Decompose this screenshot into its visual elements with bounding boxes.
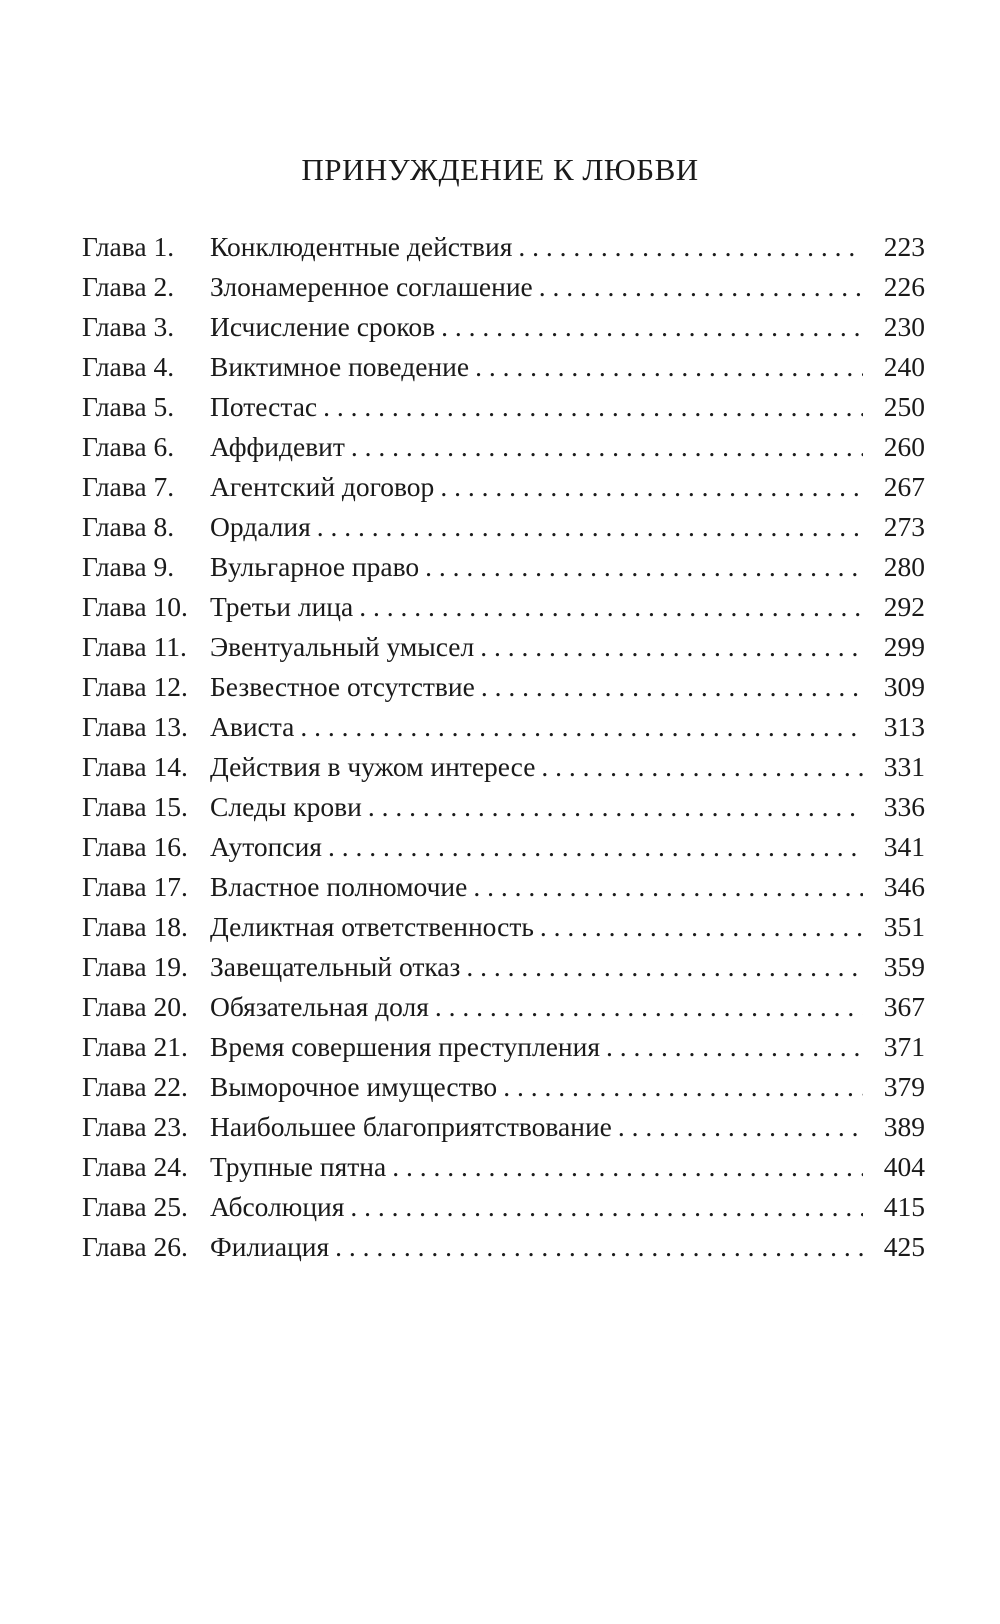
toc-entry (82, 667, 925, 707)
toc-chapter-title: Наибольшее благоприятствование (210, 1111, 612, 1142)
dot-leader (441, 307, 863, 347)
toc-chapter-title: Виктимное поведение (210, 351, 470, 382)
toc-chapter-number: Глава 13. (82, 711, 188, 742)
dot-leader (359, 587, 863, 627)
toc-chapter-title: Завещательный отказ (210, 951, 461, 982)
toc-entry (82, 747, 925, 787)
toc-entry (82, 627, 925, 667)
toc-chapter-number: Глава 8. (82, 511, 175, 542)
dot-leader (518, 227, 863, 267)
toc-chapter-number: Глава 23. (82, 1111, 188, 1142)
dot-leader (541, 747, 863, 787)
toc-page-number: 240 (883, 351, 925, 382)
toc-chapter-number: Глава 14. (82, 751, 188, 782)
toc-chapter-number: Глава 20. (82, 991, 188, 1022)
toc-chapter-number: Глава 6. (82, 431, 175, 462)
toc-entry (82, 467, 925, 507)
toc-chapter-title: Властное полномочие (210, 871, 468, 902)
toc-chapter-number: Глава 17. (82, 871, 188, 902)
toc-chapter-title: Вульгарное право (210, 551, 420, 582)
toc-chapter-title: Ордалия (210, 511, 311, 542)
toc-chapter-number: Глава 11. (82, 631, 187, 662)
dot-leader (480, 627, 863, 667)
toc-page-number: 371 (883, 1031, 925, 1062)
toc-chapter-title: Безвестное отсутствие (210, 671, 475, 702)
toc-page-number: 425 (883, 1231, 925, 1262)
toc-chapter-number: Глава 22. (82, 1071, 188, 1102)
toc-entry (82, 907, 925, 947)
toc-entry (82, 827, 925, 867)
toc-entry (82, 307, 925, 347)
dot-leader (503, 1067, 863, 1107)
toc-chapter-title: Выморочное имущество (210, 1071, 498, 1102)
toc-page-number: 309 (883, 671, 925, 702)
dot-leader (317, 507, 863, 547)
toc-entry (82, 227, 925, 267)
toc-page-number: 404 (883, 1151, 925, 1182)
toc-chapter-number: Глава 16. (82, 831, 188, 862)
toc-page-number: 226 (883, 271, 925, 302)
toc-entry (82, 547, 925, 587)
toc-chapter-number: Глава 3. (82, 311, 175, 342)
dot-leader (618, 1107, 863, 1147)
toc-chapter-title: Третьи лица (210, 591, 354, 622)
toc-entry (82, 1227, 925, 1267)
dot-leader (481, 667, 863, 707)
toc-chapter-number: Глава 26. (82, 1231, 188, 1262)
toc-page-number: 415 (883, 1191, 925, 1222)
toc-chapter-number: Глава 21. (82, 1031, 188, 1062)
toc-page-number: 341 (883, 831, 925, 862)
dot-leader (440, 467, 863, 507)
toc-entry (82, 267, 925, 307)
table-of-contents (82, 227, 925, 1267)
dot-leader (473, 867, 863, 907)
dot-leader (435, 987, 863, 1027)
toc-entry (82, 1027, 925, 1067)
toc-chapter-title: Филиация (210, 1231, 330, 1262)
dot-leader (539, 267, 863, 307)
toc-entry (82, 947, 925, 987)
toc-chapter-title: Исчисление сроков (210, 311, 436, 342)
toc-entry (82, 387, 925, 427)
toc-page-number: 223 (883, 231, 925, 262)
toc-chapter-title: Потестас (210, 391, 318, 422)
toc-page-number: 250 (883, 391, 925, 422)
toc-chapter-number: Глава 12. (82, 671, 188, 702)
toc-chapter-title: Аутопсия (210, 831, 322, 862)
toc-page-number: 292 (883, 591, 925, 622)
toc-page-number: 331 (883, 751, 925, 782)
toc-chapter-number: Глава 15. (82, 791, 188, 822)
toc-chapter-title: Обязательная доля (210, 991, 429, 1022)
toc-chapter-title: Аффидевит (210, 431, 345, 462)
toc-entry (82, 1067, 925, 1107)
toc-chapter-number: Глава 25. (82, 1191, 188, 1222)
toc-chapter-title: Деликтная ответственность (210, 911, 534, 942)
toc-entry (82, 1147, 925, 1187)
dot-leader (300, 707, 863, 747)
toc-chapter-number: Глава 4. (82, 351, 175, 382)
toc-chapter-title: Конклюдентные действия (210, 231, 513, 262)
toc-chapter-title: Трупные пятна (210, 1151, 387, 1182)
toc-entry (82, 1187, 925, 1227)
toc-page-number: 379 (883, 1071, 925, 1102)
section-title: ПРИНУЖДЕНИЕ К ЛЮБВИ (301, 152, 699, 187)
toc-entry (82, 587, 925, 627)
toc-page-number: 280 (883, 551, 925, 582)
toc-chapter-title: Злонамеренное соглашение (210, 271, 533, 302)
toc-page-number: 336 (883, 791, 925, 822)
dot-leader (323, 387, 863, 427)
toc-chapter-number: Глава 9. (82, 551, 175, 582)
toc-chapter-title: Агентский договор (210, 471, 435, 502)
dot-leader (606, 1027, 863, 1067)
toc-chapter-title: Абсолюция (210, 1191, 345, 1222)
toc-chapter-title: Эвентуальный умысел (210, 631, 475, 662)
dot-leader (425, 547, 863, 587)
dot-leader (540, 907, 863, 947)
toc-chapter-number: Глава 24. (82, 1151, 188, 1182)
toc-chapter-number: Глава 19. (82, 951, 188, 982)
toc-chapter-title: Следы крови (210, 791, 362, 822)
toc-chapter-number: Глава 10. (82, 591, 188, 622)
dot-leader (392, 1147, 863, 1187)
toc-page-number: 230 (883, 311, 925, 342)
toc-page-number: 299 (883, 631, 925, 662)
toc-entry (82, 427, 925, 467)
toc-page-number: 267 (883, 471, 925, 502)
toc-chapter-number: Глава 7. (82, 471, 175, 502)
toc-entry (82, 707, 925, 747)
toc-chapter-number: Глава 5. (82, 391, 175, 422)
toc-entry (82, 507, 925, 547)
toc-entry (82, 987, 925, 1027)
toc-entry (82, 1107, 925, 1147)
toc-entry (82, 787, 925, 827)
toc-page-number: 389 (883, 1111, 925, 1142)
dot-leader (351, 427, 863, 467)
toc-page-number: 260 (883, 431, 925, 462)
toc-entry (82, 347, 925, 387)
toc-entry (82, 867, 925, 907)
toc-chapter-number: Глава 18. (82, 911, 188, 942)
toc-page-number: 351 (883, 911, 925, 942)
toc-chapter-title: Время совершения преступления (210, 1031, 600, 1062)
dot-leader (328, 827, 863, 867)
toc-page-number: 359 (883, 951, 925, 982)
toc-chapter-title: Ависта (210, 711, 295, 742)
toc-page-number: 313 (883, 711, 925, 742)
toc-chapter-title: Действия в чужом интересе (210, 751, 536, 782)
dot-leader (368, 787, 863, 827)
toc-page-number: 346 (883, 871, 925, 902)
toc-page-number: 367 (883, 991, 925, 1022)
dot-leader (350, 1187, 863, 1227)
toc-chapter-number: Глава 1. (82, 231, 175, 262)
toc-chapter-number: Глава 2. (82, 271, 175, 302)
dot-leader (335, 1227, 863, 1267)
dot-leader (466, 947, 863, 987)
toc-page-number: 273 (883, 511, 925, 542)
dot-leader (475, 347, 863, 387)
